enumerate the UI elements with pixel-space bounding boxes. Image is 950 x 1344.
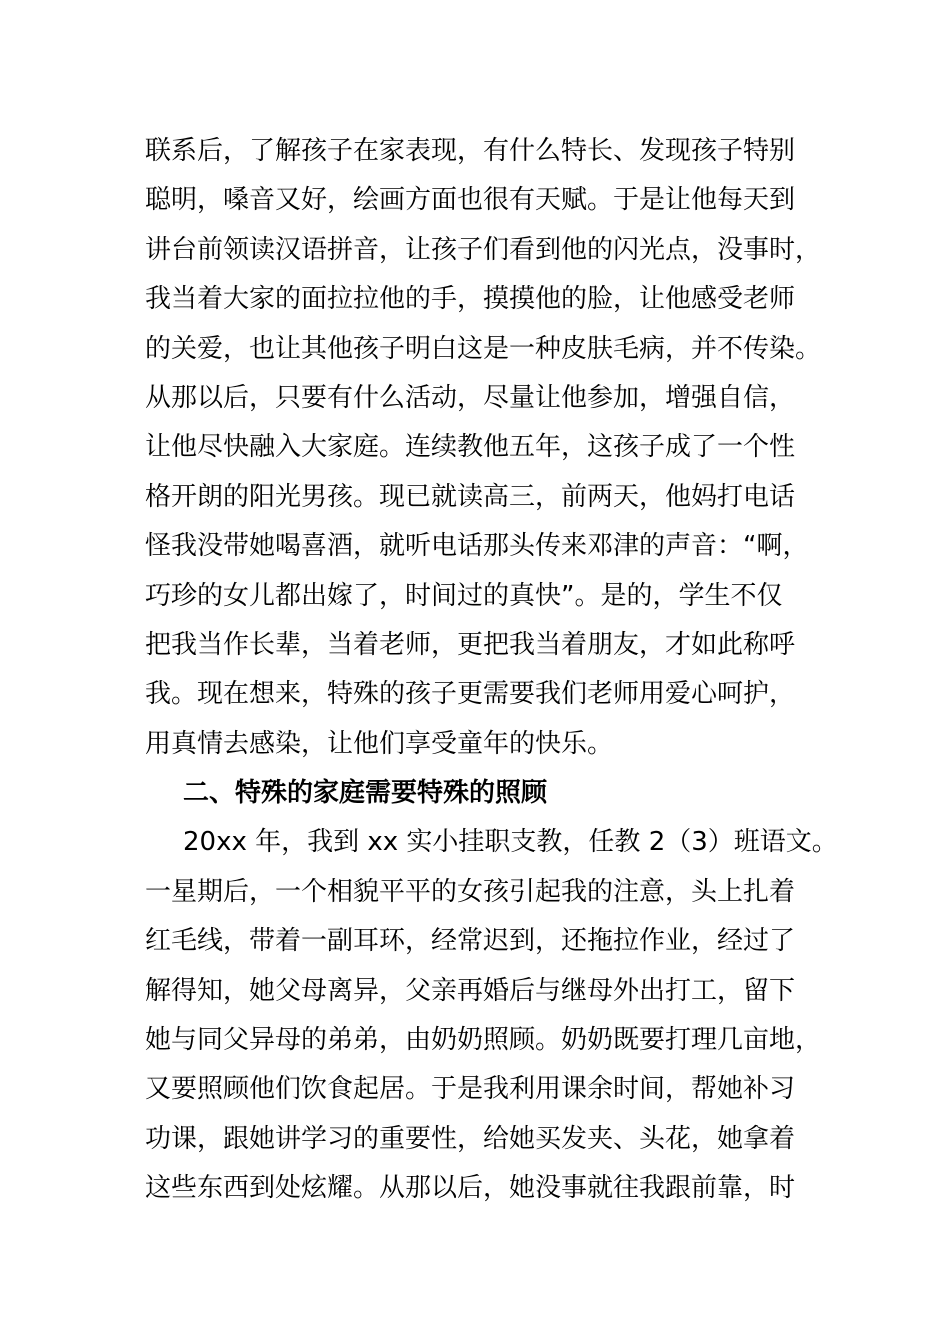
- paragraph-line: 我当着大家的面拉拉他的手，摸摸他的脸，让他感受老师: [145, 284, 796, 315]
- paragraph-line: 聪明，嗓音又好，绘画方面也很有天赋。于是让他每天到: [145, 185, 796, 216]
- paragraph-line: 巧珍的女儿都出嫁了，时间过的真快”。是的，学生不仅: [145, 580, 783, 611]
- paragraph-line: 从那以后，只要有什么活动，尽量让他参加，增强自信，: [145, 382, 796, 413]
- paragraph-line: 让他尽快融入大家庭。连续教他五年，这孩子成了一个性: [145, 432, 796, 463]
- document-body: [145, 127, 845, 1214]
- paragraph-line: 把我当作长辈，当着老师，更把我当着朋友，才如此称呼: [145, 629, 796, 660]
- paragraph-line: 联系后，了解孩子在家表现，有什么特长、发现孩子特别: [145, 136, 796, 166]
- paragraph-line: 用真情去感染，让他们享受童年的快乐。: [145, 728, 614, 759]
- paragraph-line: 红毛线，带着一副耳环，经常迟到，还拖拉作业，经过了: [145, 926, 796, 957]
- paragraph-line: 这些东西到处炫耀。从那以后，她没事就往我跟前靠，时: [145, 1173, 796, 1204]
- paragraph-line: 功课，跟她讲学习的重要性，给她买发夹、头花，她拿着: [145, 1123, 796, 1154]
- paragraph-line: 的关爱，也让其他孩子明白这是一种皮肤毛病，并不传染。: [145, 333, 822, 364]
- paragraph-line: 她与同父异母的弟弟，由奶奶照顾。奶奶既要打理几亩地，: [145, 1025, 822, 1056]
- paragraph-line: 我。现在想来，特殊的孩子更需要我们老师用爱心呵护，: [145, 679, 796, 710]
- paragraph-line: 格开朗的阳光男孩。现已就读高三，前两天，他妈打电话: [145, 481, 796, 512]
- paragraph-line: 一星期后，一个相貌平平的女孩引起我的注意，头上扎着: [145, 876, 796, 907]
- paragraph-line: 怪我没带她喝喜酒，就听电话那头传来邓津的声音：“啊，: [145, 531, 809, 562]
- paragraph-line: 讲台前领读汉语拼音，让孩子们看到他的闪光点，没事时，: [145, 234, 822, 265]
- paragraph-line-first: 20xx 年，我到 xx 实小挂职支教，任教 2（3）班语文。: [183, 827, 838, 858]
- section-heading: 二、特殊的家庭需要特殊的照顾: [183, 778, 548, 809]
- paragraph-line: 又要照顾他们饮食起居。于是我利用课余时间，帮她补习: [145, 1074, 796, 1105]
- paragraph-line: 解得知，她父母离异，父亲再婚后与继母外出打工，留下: [145, 975, 796, 1006]
